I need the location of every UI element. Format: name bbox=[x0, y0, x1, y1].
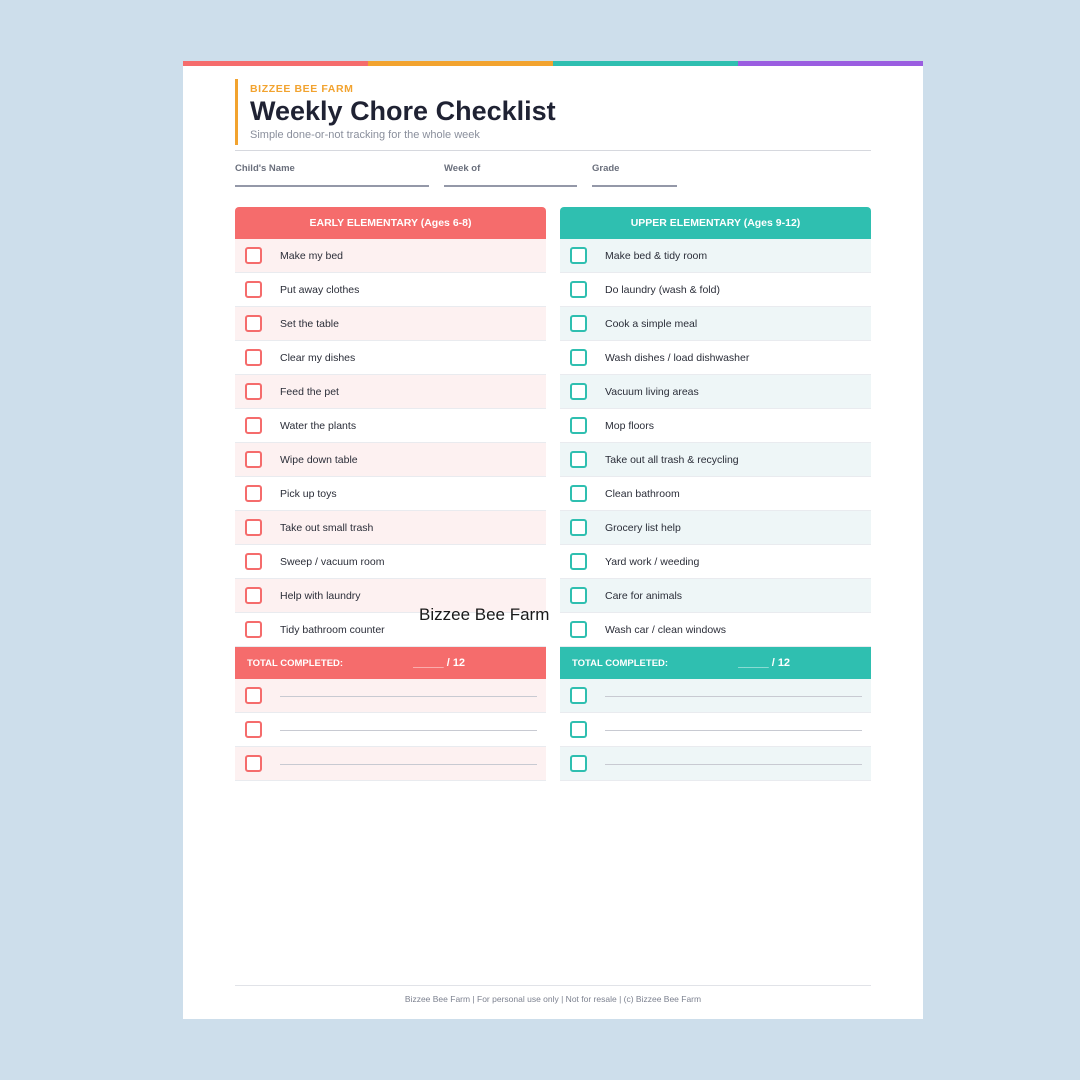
chore-label: Make bed & tidy room bbox=[605, 249, 708, 262]
chore-row bbox=[560, 511, 871, 545]
chore-row bbox=[560, 579, 871, 613]
write-in-line[interactable] bbox=[605, 696, 862, 697]
watermark-text: Bizzee Bee Farm bbox=[419, 605, 550, 624]
early-elementary-heading: EARLY ELEMENTARY (Ages 6-8) bbox=[235, 207, 546, 239]
chore-checkbox[interactable] bbox=[245, 519, 262, 536]
child-name-field[interactable] bbox=[235, 163, 295, 174]
early-total-count: _____ / 12 bbox=[413, 657, 466, 669]
chore-checkbox[interactable] bbox=[245, 553, 262, 570]
blank-checkbox[interactable] bbox=[570, 755, 587, 772]
chore-label: Make my bed bbox=[280, 249, 344, 262]
chore-label: Take out small trash bbox=[280, 521, 374, 534]
chore-checkbox[interactable] bbox=[245, 247, 262, 264]
page-subtitle: Simple done-or-not tracking for the whole week bbox=[250, 129, 480, 141]
upper-elementary-panel bbox=[560, 207, 871, 781]
blank-chore-row bbox=[560, 747, 871, 781]
chore-label: Take out all trash & recycling bbox=[605, 453, 739, 466]
chore-row bbox=[560, 613, 871, 647]
chore-label: Help with laundry bbox=[280, 589, 361, 602]
chore-label: Set the table bbox=[280, 317, 339, 330]
blank-checkbox[interactable] bbox=[245, 687, 262, 704]
page-header bbox=[235, 79, 870, 145]
stripe-coral bbox=[183, 61, 368, 66]
brand-name: BIZZEE BEE FARM bbox=[250, 83, 354, 95]
child-name-label: Child's Name bbox=[235, 163, 295, 174]
chore-checkbox[interactable] bbox=[570, 349, 587, 366]
chore-checkbox[interactable] bbox=[245, 417, 262, 434]
blank-chore-row bbox=[235, 713, 546, 747]
chore-checkbox[interactable] bbox=[570, 485, 587, 502]
grade-label: Grade bbox=[592, 163, 620, 174]
chore-row bbox=[560, 409, 871, 443]
chore-checkbox[interactable] bbox=[570, 587, 587, 604]
chore-checkbox[interactable] bbox=[570, 519, 587, 536]
write-in-line[interactable] bbox=[280, 696, 537, 697]
week-of-line[interactable] bbox=[444, 185, 577, 187]
chore-row bbox=[235, 443, 546, 477]
early-extra-rows bbox=[235, 679, 546, 781]
child-name-line[interactable] bbox=[235, 185, 429, 187]
page-title: Weekly Chore Checklist bbox=[250, 96, 556, 126]
chore-checkbox[interactable] bbox=[245, 587, 262, 604]
upper-chore-list bbox=[560, 239, 871, 647]
page-footer: Bizzee Bee Farm | For personal use only | Not for resale | (c) Bizzee Bee Farm bbox=[404, 994, 702, 1004]
footer-divider bbox=[235, 985, 871, 986]
chore-label: Yard work / weeding bbox=[605, 555, 700, 568]
chore-row bbox=[235, 341, 546, 375]
chore-label: Do laundry (wash & fold) bbox=[605, 283, 720, 296]
upper-elementary-heading: UPPER ELEMENTARY (Ages 9-12) bbox=[560, 207, 871, 239]
chore-checkbox[interactable] bbox=[570, 315, 587, 332]
chore-label: Vacuum living areas bbox=[605, 385, 699, 398]
chore-checkbox[interactable] bbox=[570, 553, 587, 570]
chore-row bbox=[560, 273, 871, 307]
write-in-line[interactable] bbox=[605, 764, 862, 765]
chore-label: Pick up toys bbox=[280, 487, 337, 500]
chore-label: Sweep / vacuum room bbox=[280, 555, 385, 568]
chore-label: Put away clothes bbox=[280, 283, 360, 296]
stripe-orange bbox=[368, 61, 553, 66]
chore-label: Clear my dishes bbox=[280, 351, 356, 364]
blank-checkbox[interactable] bbox=[570, 687, 587, 704]
chore-checkbox[interactable] bbox=[570, 383, 587, 400]
chore-label: Water the plants bbox=[280, 419, 357, 432]
early-total-bar bbox=[235, 647, 546, 679]
chore-row bbox=[235, 375, 546, 409]
chore-label: Clean bathroom bbox=[605, 487, 680, 500]
color-stripe bbox=[183, 61, 923, 66]
stripe-teal bbox=[553, 61, 738, 66]
upper-total-count: _____ / 12 bbox=[738, 657, 791, 669]
blank-chore-row bbox=[560, 713, 871, 747]
chore-checkbox[interactable] bbox=[245, 383, 262, 400]
chore-label: Wipe down table bbox=[280, 453, 358, 466]
chore-checkbox[interactable] bbox=[570, 281, 587, 298]
header-divider bbox=[235, 150, 871, 151]
chore-row bbox=[560, 239, 871, 273]
chore-label: Cook a simple meal bbox=[605, 317, 698, 330]
blank-checkbox[interactable] bbox=[245, 721, 262, 738]
chore-label: Tidy bathroom counter bbox=[280, 623, 385, 636]
chore-label: Feed the pet bbox=[280, 385, 339, 398]
chore-checkbox[interactable] bbox=[245, 485, 262, 502]
blank-checkbox[interactable] bbox=[245, 755, 262, 772]
stripe-purple bbox=[738, 61, 923, 66]
chore-row bbox=[560, 307, 871, 341]
blank-chore-row bbox=[235, 747, 546, 781]
upper-total-bar bbox=[560, 647, 871, 679]
early-total-label: TOTAL COMPLETED: bbox=[247, 657, 344, 669]
checklist-page bbox=[183, 61, 923, 1019]
chore-label: Grocery list help bbox=[605, 521, 681, 534]
grade-field[interactable] bbox=[592, 163, 619, 174]
blank-chore-row bbox=[560, 679, 871, 713]
write-in-line[interactable] bbox=[605, 730, 862, 731]
chore-checkbox[interactable] bbox=[245, 349, 262, 366]
chore-row bbox=[560, 477, 871, 511]
early-chore-list bbox=[235, 239, 546, 647]
chore-checkbox[interactable] bbox=[570, 451, 587, 468]
week-of-label: Week of bbox=[444, 163, 481, 174]
chore-row bbox=[235, 409, 546, 443]
chore-label: Care for animals bbox=[605, 589, 683, 602]
chore-row bbox=[560, 443, 871, 477]
chore-label: Mop floors bbox=[605, 419, 655, 432]
blank-checkbox[interactable] bbox=[570, 721, 587, 738]
chore-row bbox=[235, 273, 546, 307]
week-of-field[interactable] bbox=[444, 163, 480, 174]
chore-checkbox[interactable] bbox=[570, 247, 587, 264]
grade-line[interactable] bbox=[592, 185, 677, 187]
upper-extra-rows bbox=[560, 679, 871, 781]
write-in-line[interactable] bbox=[280, 764, 537, 765]
chore-checkbox[interactable] bbox=[245, 315, 262, 332]
chore-row bbox=[560, 341, 871, 375]
chore-row bbox=[560, 375, 871, 409]
chore-checkbox[interactable] bbox=[245, 621, 262, 638]
chore-label: Wash car / clean windows bbox=[605, 623, 726, 636]
early-elementary-panel bbox=[235, 207, 546, 781]
chore-row bbox=[235, 477, 546, 511]
chore-row bbox=[235, 511, 546, 545]
upper-total-label: TOTAL COMPLETED: bbox=[572, 657, 669, 669]
chore-row bbox=[235, 307, 546, 341]
chore-label: Wash dishes / load dishwasher bbox=[605, 351, 750, 364]
chore-row bbox=[235, 239, 546, 273]
chore-checkbox[interactable] bbox=[245, 451, 262, 468]
chore-checkbox[interactable] bbox=[570, 417, 587, 434]
chore-row bbox=[235, 545, 546, 579]
blank-chore-row bbox=[235, 679, 546, 713]
write-in-line[interactable] bbox=[280, 730, 537, 731]
chore-row bbox=[560, 545, 871, 579]
chore-checkbox[interactable] bbox=[570, 621, 587, 638]
chore-checkbox[interactable] bbox=[245, 281, 262, 298]
